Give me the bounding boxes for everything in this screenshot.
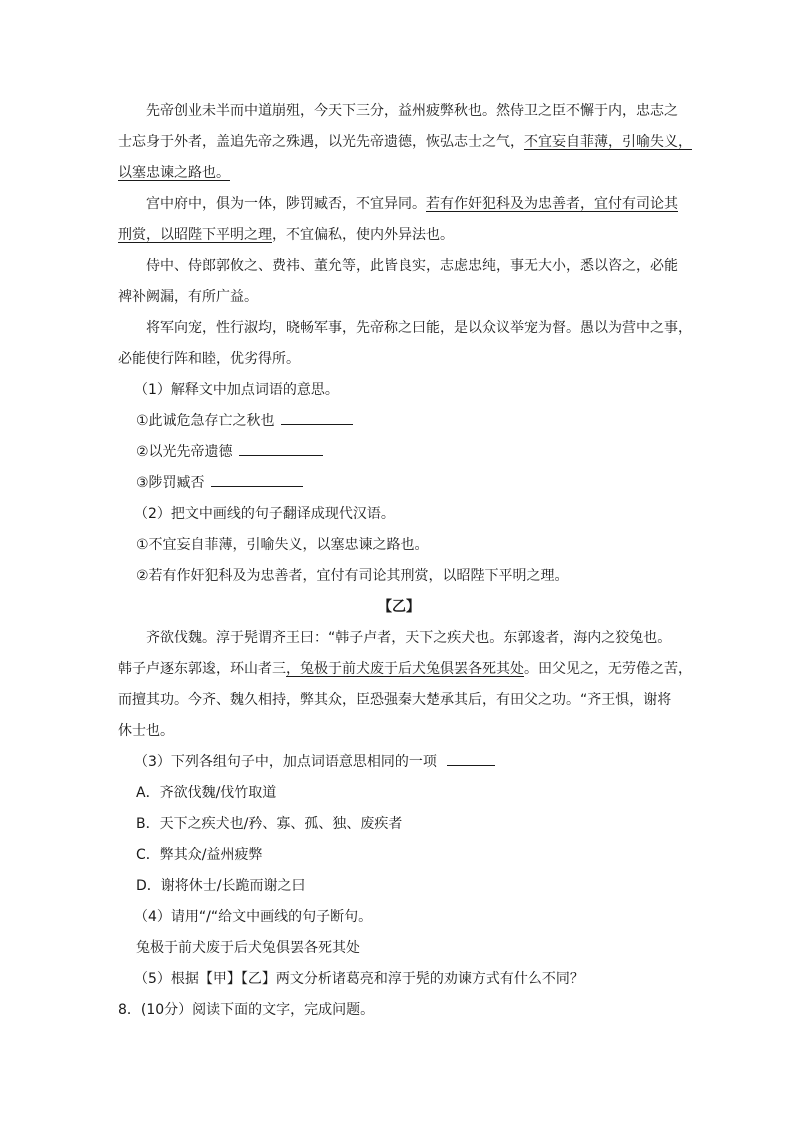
question-2-item-2: ②若有作奸犯科及为忠善者，宜付有司论其刑赏，以昭陛下平明之理。 (136, 568, 569, 584)
document-page (118, 96, 692, 1026)
item-text: ①此诚危急存亡之秋也 (136, 413, 275, 429)
question-1-item-1 (118, 406, 680, 437)
passage-text: 韩子卢逐东郭逡，环山者三 (118, 661, 286, 677)
item-text: ②以光先帝遗德 (136, 444, 233, 460)
answer-blank[interactable] (447, 751, 495, 766)
question-3-option-a[interactable]: A．齐欲伐魏/伐竹取道 (136, 785, 277, 801)
passage-jia-paragraph-1-line-2 (118, 127, 692, 158)
underlined-sentence: 不宜妄自菲薄，引喻失义， (524, 134, 692, 150)
passage-yi-line-4: 休士也。 (118, 723, 174, 739)
underlined-sentence: 刑赏，以昭陛下平明之理 (118, 227, 272, 243)
question-2: （2）把文中画线的句子翻译成现代汉语。 (134, 506, 395, 522)
passage-jia-paragraph-4-line-1: 将军向宠，性行淑均，晓畅军事，先帝称之曰能，是以众议举宠为督。愚以为营中之事， (146, 320, 692, 336)
passage-jia-paragraph-3-line-1: 侍中、侍郎郭攸之、费祎、董允等，此皆良实，志虑忠纯，事无大小，悉以咨之，必能 (146, 258, 678, 274)
passage-yi-line-3: 而擅其功。今齐、魏久相持，弊其众，臣恐强秦大楚承其后，有田父之功。“齐王惧，谢将 (118, 692, 672, 708)
answer-blank[interactable] (281, 410, 353, 425)
answer-blank[interactable] (211, 472, 303, 487)
question-3-option-d[interactable]: D．谢将休士/长跪而谢之曰 (136, 878, 306, 894)
question-5: （5）根据【甲】【乙】两文分析诸葛亮和淳于髡的劝谏方式有什么不同？ (134, 971, 584, 987)
passage-text: 。田父见之，无劳倦之苦， (524, 661, 692, 677)
passage-jia-paragraph-4-line-2: 必能使行阵和睦，优劣得所。 (118, 351, 300, 367)
question-2-item-1: ①不宜妄自菲薄，引喻失义，以塞忠谏之路也。 (136, 537, 429, 553)
passage-yi-line-1: 齐欲伐魏。淳于髡谓齐王曰：“韩子卢者，天下之疾犬也。东郭逡者，海内之狡兔也。 (146, 630, 672, 646)
passage-jia-paragraph-2-line-1 (118, 189, 680, 220)
passage-text: ，不宜偏私，使内外异法也。 (272, 227, 454, 243)
question-3-option-b[interactable]: B．天下之疾犬也/矜、寡、孤、独、废疾者 (136, 816, 403, 832)
question-text: （3）下列各组句子中，加点词语意思相同的一项 (134, 754, 437, 770)
passage-yi-heading: 【乙】 (378, 599, 420, 615)
question-1: （1）解释文中加点词语的意思。 (134, 382, 339, 398)
question-4: （4）请用“/“给文中画线的句子断句。 (134, 909, 373, 925)
passage-jia-paragraph-2-line-2 (118, 220, 680, 251)
passage-jia-paragraph-1-line-3 (118, 158, 680, 189)
passage-text: 士忘身于外者，盖追先帝之殊遇，以光先帝遗德，恢弘志士之气， (118, 134, 524, 150)
question-8: 8．(10分）阅读下面的文字，完成问题。 (118, 1002, 375, 1018)
underlined-sentence: 若有作奸犯科及为忠善者，宜付有司论其 (426, 196, 678, 212)
question-3 (118, 747, 680, 778)
underlined-sentence: ，兔极于前犬废于后犬兔俱罢各死其处 (286, 661, 524, 677)
passage-yi-line-2 (118, 654, 692, 685)
passage-text: 宫中府中，俱为一体，陟罚臧否，不宜异同。 (146, 196, 426, 212)
question-3-option-c[interactable]: C．弊其众/益州疲弊 (136, 847, 263, 863)
answer-blank[interactable] (239, 441, 323, 456)
passage-jia-paragraph-1-line-1: 先帝创业未半而中道崩殂，今天下三分，益州疲弊秋也。然侍卫之臣不懈于内，忠志之 (146, 103, 678, 119)
item-text: ③陟罚臧否 (136, 475, 205, 491)
underlined-sentence: 以塞忠谏之路也。 (118, 165, 230, 181)
question-4-sentence: 兔极于前犬废于后犬兔俱罢各死其处 (136, 940, 360, 956)
question-1-item-2 (118, 437, 680, 468)
question-1-item-3 (118, 468, 680, 499)
passage-jia-paragraph-3-line-2: 裨补阙漏，有所广益。 (118, 289, 258, 305)
